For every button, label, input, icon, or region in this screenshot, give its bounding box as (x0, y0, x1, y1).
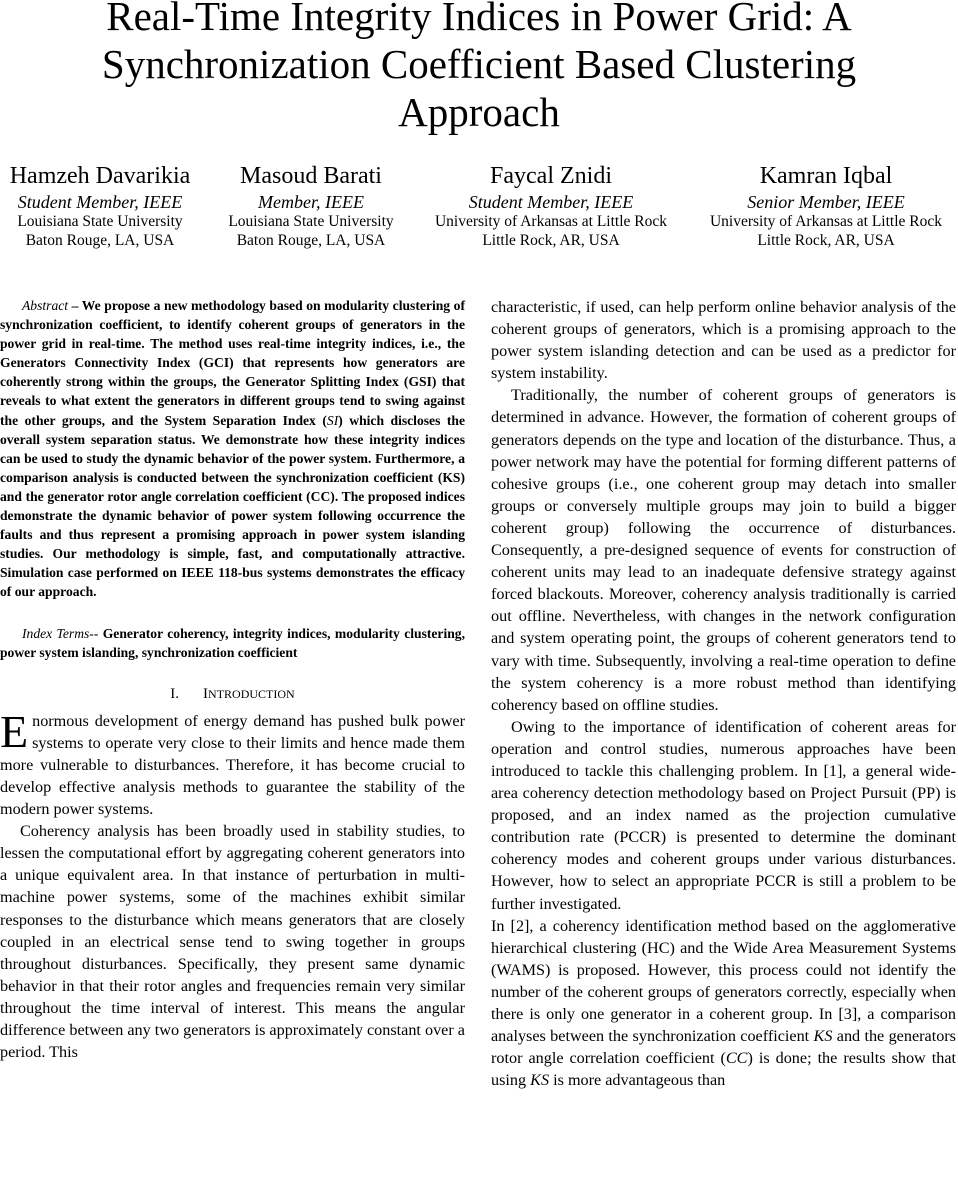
abstract-dash: – (68, 298, 82, 313)
section-number: I. (170, 685, 180, 702)
author-name: Faycal Znidi (490, 163, 612, 189)
author-role: Member, IEEE (258, 192, 364, 212)
abstract-si-symbol: SI (326, 412, 339, 428)
author-role: Student Member, IEEE (468, 192, 634, 212)
title-line-3: Approach (398, 89, 560, 135)
author-block (0, 160, 958, 256)
author-location: Baton Rouge, LA, USA (236, 232, 386, 249)
author-role: Senior Member, IEEE (747, 192, 905, 212)
author-affiliation: University of Arkansas at Little Rock (709, 213, 943, 230)
right-paragraph-2: Traditionally, the number of coherent groups of generators is determined in advance. However, the formation of coherent groups of generators depends on the type and location of the disturbance. Thus, a power network may have the potential for forming different patterns of cohesive groups (i.e., one coherent group may detach into smaller groups or conversely multiple groups may join to build a bigger coherent group) following the occurrence of disturbances. Consequently, a pre-designed sequence of events for construction of coherent units may lead to an inadequate defensive strategy against forced blackouts. Moreover, coherency analysis traditionally is carried out offline. Nevertheless, with changes in the network configuration and system operating point, the groups of coherent generators tend to vary with time. Subsequently, involving a real-time operation to define the system coherency is a more robust method than identifying coherency based on offline studies. (491, 386, 956, 714)
author-2 (214, 160, 408, 250)
index-terms-text: Generator coherency, integrity indices, modularity clustering, power system islanding, synchronization coefficient (0, 625, 465, 660)
left-column (0, 296, 465, 1063)
p4-ks-symbol-2: KS (530, 1071, 550, 1090)
section-heading-introduction (0, 684, 465, 704)
title-line-1: Real-Time Integrity Indices in Power Grid: A (106, 0, 852, 39)
author-affiliation: Louisiana State University (228, 213, 394, 230)
abstract-text-1: We propose a new methodology based on modularity clustering of synchronization coefficient, to identify coherent groups of generators in the power grid in real-time. The method uses real-time integrity indices, i.e., the Generators Connectivity Index (GCI) that represents how generators are coherently strong within the groups, the Generator Splitting Index (GSI) that reveals to what extent the generators in different groups tend to swing against the other groups, and the System Separation Index ( (0, 298, 465, 428)
author-4 (694, 160, 958, 250)
abstract (0, 296, 465, 602)
author-3 (420, 160, 682, 250)
section-title-first: I (203, 685, 209, 702)
author-name: Masoud Barati (240, 163, 382, 189)
intro-paragraph-1-text: normous development of energy demand has pushed bulk power systems to operate very close to their limits and hence made them more vulnerable to disturbances. Therefore, it has become crucial to develop effective analysis methods to guarantee the stability of the modern power systems. (0, 711, 465, 819)
author-location: Baton Rouge, LA, USA (25, 232, 175, 249)
index-terms (0, 624, 465, 662)
intro-paragraph-2: Coherency analysis has been broadly used in stability studies, to lessen the computational effort by aggregating coherent generators into a unique equivalent area. In that instance of perturbation in multi-machine power systems, some of the machines exhibit similar responses to the disturbance which means generators that are closely coupled in an electrical sense tend to swing together in groups throughout disturbances. Specifically, they present same dynamic behavior in that their rotor angles and frequencies remain very similar throughout the time interval of interest. This means the angular difference between any two generators is approximately constant over a period. This (0, 822, 465, 1062)
p4-text-a: In [2], a coherency identification method based on the agglomerative hierarchical clustering (HC) and the Wide Area Measurement Systems (WAMS) is proposed. However, this process could not identify the number of the coherent groups of generators correctly, especially when there is only one generator in a coherent group. In [3], a comparison analyses between the synchronization coefficient (491, 916, 956, 1046)
author-location: Little Rock, AR, USA (482, 232, 620, 249)
author-role: Student Member, IEEE (17, 192, 183, 212)
author-name: Hamzeh Davarikia (9, 163, 191, 189)
title-line-2: Synchronization Coefficient Based Clustering (101, 41, 857, 87)
index-terms-label: Index Terms-- (22, 625, 99, 641)
p4-ks-symbol-1: KS (813, 1027, 833, 1046)
right-paragraph-1: characteristic, if used, can help perform online behavior analysis of the coherent groups of generators, which is a promising approach to the power system islanding detection and can be used as a predictor for system instability. (491, 298, 956, 383)
right-paragraph-4 (491, 915, 956, 1092)
p4-text-b: and the generators rotor angle correlation coefficient ( (491, 1027, 956, 1068)
author-1 (0, 160, 200, 250)
right-paragraph-3: Owing to the importance of identification of coherent areas for operation and control studies, numerous approaches have been introduced to tackle this challenging problem. In [1], a general wide-area coherency detection methodology based on Project Pursuit (PP) is proposed, and an index named as the projection cumulative contribution rate (PCCR) is presented to determine the dominant coherency modes and coherent groups under various disturbances. However, how to select an appropriate PCCR is still a problem to be further investigated. (491, 717, 956, 913)
paper-title (0, 0, 958, 136)
drop-cap: E (0, 705, 29, 757)
author-affiliation: University of Arkansas at Little Rock (434, 213, 668, 230)
p4-text-c: ) is done; the results show that using (491, 1049, 956, 1090)
author-name: Kamran Iqbal (759, 163, 893, 189)
author-location: Little Rock, AR, USA (757, 232, 895, 249)
author-affiliation: Louisiana State University (17, 213, 183, 230)
right-column (491, 296, 956, 1091)
p4-text-d: is more advantageous than (549, 1071, 726, 1090)
abstract-text-2: ) which discloses the overall system separation status. We demonstrate how these integrity indices can be used to study the dynamic behavior of the power system. Furthermore, a comparison analysis is conducted between the synchronization coefficient (KS) and the generator rotor angle correlation coefficient (CC). The proposed indices demonstrate the dynamic behavior of power system following occurrence the faults and thus represent a promising approach in power system islanding studies. Our methodology is simple, fast, and computationally attractive. Simulation case performed on IEEE 118-bus systems demonstrates the efficacy of our approach. (0, 412, 465, 600)
p4-cc-symbol: CC (725, 1049, 748, 1068)
abstract-label: Abstract (22, 298, 69, 313)
section-title-rest: NTRODUCTION (208, 686, 295, 701)
intro-paragraph-1 (0, 705, 465, 820)
